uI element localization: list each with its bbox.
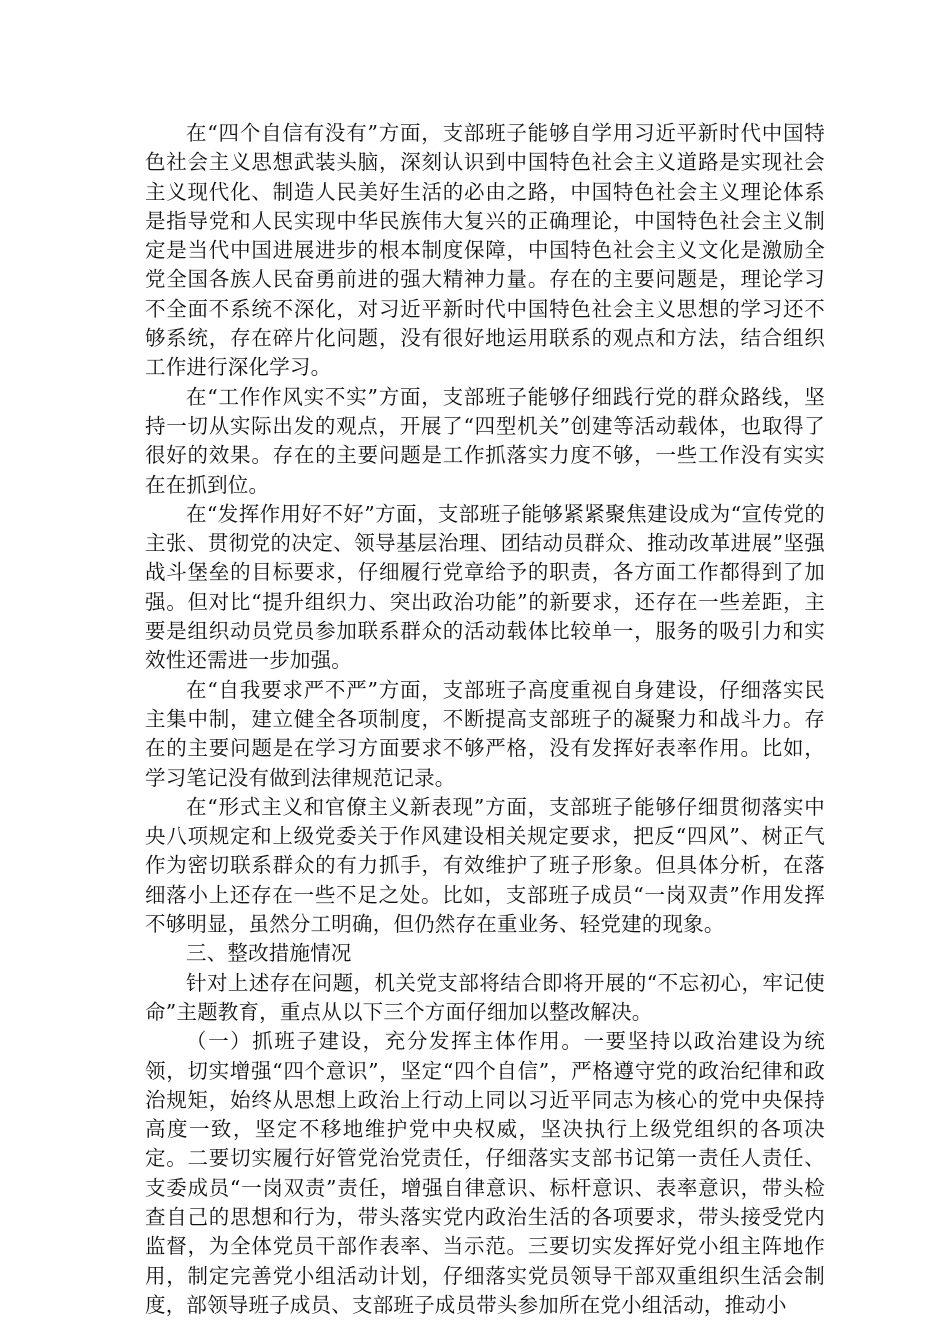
paragraph-four-confidences: 在“四个自信有没有”方面，支部班子能够自学用习近平新时代中国特色社会主义思想武装头脑，深刻认识到中国特色社会主义道路是实现社会主义现代化、制造人民美好生活的必由之路，中国特色社会主义理论体系是指导党和人民实现中华民族伟大复兴的正确理论，中国特色社会主义制定是当代中国进展进步的根本制度保障，中国特色社会主义文化是激励全党全国各族人民奋勇前进的强大精神力量。存在的主要问题是，理论学习不全面不系统不深化，对习近平新时代中国特色社会主义思想的学习还不够系统，存在碎片化问题，没有很好地运用联系的观点和方法，结合组织工作进行深化学习。	[145, 121, 825, 380]
paragraph-work-style: 在“工作作风实不实”方面，支部班子能够仔细践行党的群众路线，坚持一切从实际出发的观点，开展了“四型机关”创建等活动载体，也取得了很好的效果。存在的主要问题是工作抓落实力度不够，一些工作没有实实在在抓到位。	[145, 384, 825, 497]
paragraph-self-discipline: 在“自我要求严不严”方面，支部班子高度重视自身建设，仔细落实民主集中制，建立健全各项制度，不断提高支部班子的凝聚力和战斗力。存在的主要问题是在学习方面要求不够严格，没有发挥好表率作用。比如，学习笔记没有做到法律规范记录。	[145, 677, 825, 790]
paragraph-role-performance: 在“发挥作用好不好”方面，支部班子能够紧紧聚焦建设成为“宣传党的主张、贯彻党的决定、领导基层治理、团结动员群众、推动改革进展”坚强战斗堡垒的目标要求，仔细履行党章给予的职责，各方面工作都得到了加强。但对比“提升组织力、突出政治功能”的新要求，还存在一些差距，主要是组织动员党员参加联系群众的活动载体比较单一，服务的吸引力和实效性还需进一步加强。	[145, 501, 825, 673]
paragraph-team-building: （一）抓班子建设，充分发挥主体作用。一要坚持以政治建设为统领，切实增强“四个意识”，坚定“四个自信”，严格遵守党的政治纪律和政治规矩，始终从思想上政治上行动上同以习近平同志为核心的党中央保持高度一致，坚定不移地维护党中央权威，坚决执行上级党组织的各项决定。二要切实履行好管党治党责任，仔细落实支部书记第一责任人责任、支委成员“一岗双责”责任，增强自律意识、标杆意识、表率意识，带头检查自己的思想和行为，带头落实党内政治生活的各项要求，带头接受党内监督，为全体党员干部作表率、当示范。三要切实发挥好党小组主阵地作用，制定完善党小组活动计划，仔细落实党员领导干部双重组织生活会制度，部领导班子成员、支部班子成员带头参加所在党小组活动，推动小	[145, 1029, 825, 1317]
document-page	[145, 119, 825, 1320]
paragraph-rectification-intro: 针对上述存在问题，机关党支部将结合即将开展的“不忘初心，牢记使命”主题教育，重点从以下三个方面仔细加以整改解决。	[145, 970, 825, 1024]
paragraph-formalism: 在“形式主义和官僚主义新表现”方面，支部班子能够仔细贯彻落实中央八项规定和上级党委关于作风建设相关规定要求，把反“四风”、树正气作为密切联系群众的有力抓手，有效维护了班子形象。但具体分析，在落细落小上还存在一些不足之处。比如，支部班子成员“一岗双责”作用发挥不够明显，虽然分工明确，但仍然存在重业务、轻党建的现象。	[145, 794, 825, 937]
section-heading-rectification: 三、整改措施情况	[186, 941, 352, 966]
